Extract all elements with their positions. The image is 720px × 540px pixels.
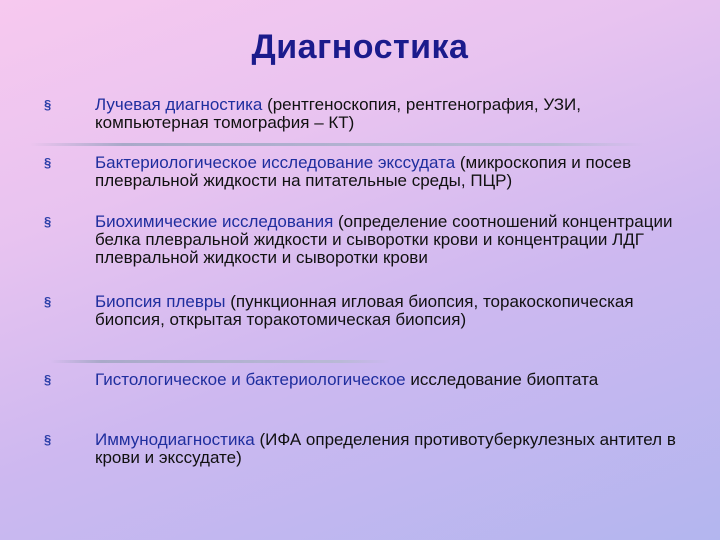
list-item-histology: [44, 370, 698, 389]
list-item-immunodiagnostics: [44, 430, 698, 467]
list-item-biopsy: [44, 292, 698, 329]
square-bullet-icon: §: [44, 432, 52, 447]
list-item-bacteriology: [44, 153, 698, 190]
divider-line-2: [50, 360, 390, 363]
item-rest: (определение соотношений концентрации белка плевральной жидкости и сыворотки крови и концентрации ЛДГ плевральной жидкости и сыворотки крови: [95, 212, 673, 267]
item-highlight: Биохимические исследования: [95, 212, 334, 231]
item-rest: (микроскопия и посев плевральной жидкости на питательные среды, ПЦР): [95, 153, 632, 190]
square-bullet-icon: §: [44, 97, 52, 112]
list-item-text: [68, 371, 698, 389]
list-item-text: [68, 213, 698, 267]
list-item-biochemistry: [44, 212, 698, 267]
square-bullet-icon: §: [44, 372, 52, 387]
item-rest: исследование биоптата: [405, 370, 599, 389]
list-item-text: [68, 96, 698, 132]
list-item-text: [68, 154, 698, 190]
divider-line-1: [30, 143, 645, 146]
item-highlight: Биопсия плевры: [95, 292, 226, 311]
square-bullet-icon: §: [44, 155, 52, 170]
square-bullet-icon: §: [44, 294, 52, 309]
list-item-radiology: [44, 95, 698, 132]
item-rest: (рентгеноскопия, рентгенография, УЗИ, компьютерная томография – КТ): [95, 95, 581, 132]
item-highlight: Бактериологическое исследование экссудата: [95, 153, 456, 172]
item-rest: (пункционная игловая биопсия, торакоскопическая биопсия, открытая торакотомическая биопсия): [95, 292, 634, 329]
square-bullet-icon: §: [44, 214, 52, 229]
slide-title: Диагностика: [251, 28, 469, 66]
item-highlight: Иммунодиагностика: [95, 430, 255, 449]
item-rest: (ИФА определения противотуберкулезных антител в крови и экссудате): [95, 430, 676, 467]
list-item-text: [68, 293, 698, 329]
list-item-text: [68, 431, 698, 467]
item-highlight: Лучевая диагностика: [95, 95, 263, 114]
item-highlight: Гистологическое и бактериологическое: [95, 370, 406, 389]
